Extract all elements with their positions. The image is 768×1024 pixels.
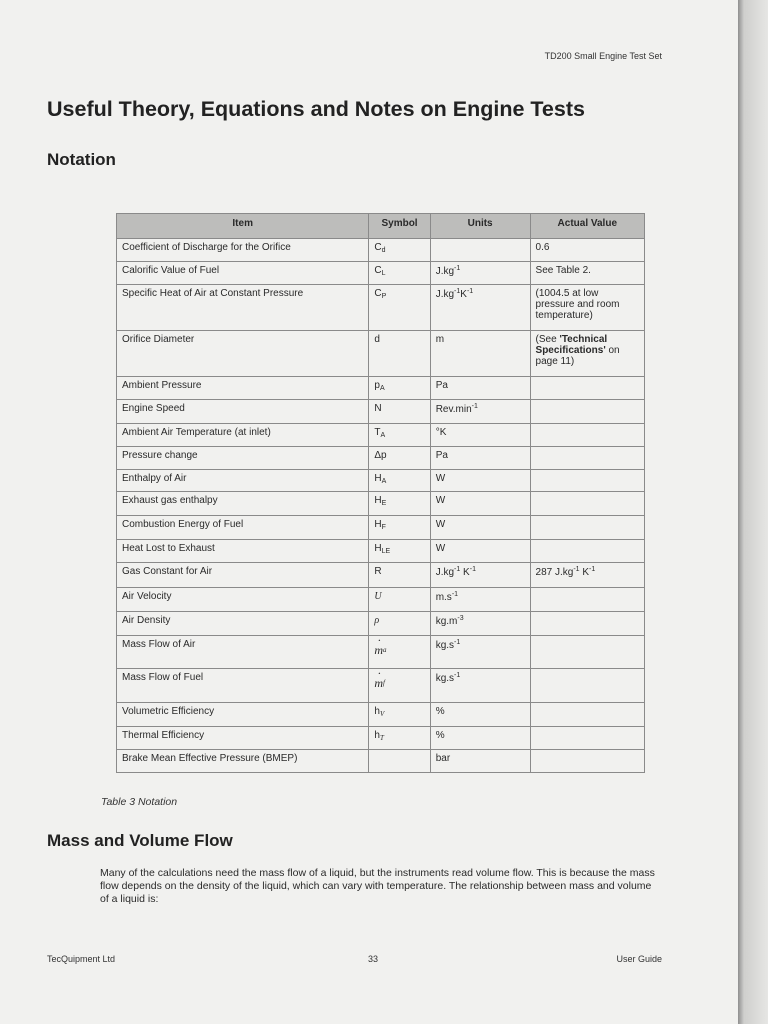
symbol-subscript: F (381, 524, 386, 531)
units-superscript-2: -1 (466, 288, 474, 295)
cell-symbol (369, 331, 430, 377)
units-text: W (435, 473, 446, 484)
cell-actual-value (530, 285, 644, 331)
cell-item (117, 331, 369, 377)
table-row (117, 750, 645, 773)
cell-symbol (369, 540, 430, 563)
cell-item (117, 447, 369, 470)
cell-actual-value (530, 636, 644, 669)
symbol-text: C (374, 242, 382, 253)
units-text: bar (435, 753, 451, 764)
item-text: Coefficient of Discharge for the Orifice (122, 242, 291, 253)
item-text: Air Velocity (122, 591, 172, 602)
cell-actual-value (530, 727, 644, 750)
section-heading-mass-volume-flow: Mass and Volume Flow (47, 831, 233, 850)
symbol-text: · m (374, 676, 383, 690)
cell-actual-value (530, 612, 644, 636)
symbol-text: C (374, 265, 382, 276)
item-text: Orifice Diameter (122, 334, 195, 345)
units-text: m (435, 334, 445, 345)
table-row (117, 239, 645, 262)
item-text: Brake Mean Effective Pressure (BMEP) (122, 753, 298, 764)
table-caption: Table 3 Notation (101, 796, 178, 808)
symbol-subscript: V (379, 710, 385, 718)
units-text-2: K (460, 289, 467, 300)
cell-item (117, 750, 369, 773)
units-text-2: K (460, 567, 470, 578)
symbol-text: H (374, 543, 382, 554)
cell-units (430, 669, 530, 703)
cell-actual-value (530, 400, 644, 424)
symbol-text: H (374, 519, 382, 530)
item-text: Pressure change (122, 450, 198, 461)
cell-item (117, 239, 369, 262)
units-superscript: -1 (454, 672, 461, 679)
page-number: 33 (368, 954, 379, 964)
item-text: Ambient Pressure (122, 380, 202, 391)
symbol-subscript: E (381, 500, 387, 507)
symbol-text: R (374, 566, 382, 577)
units-text: Pa (435, 380, 448, 391)
page-title: Useful Theory, Equations and Notes on Engine Tests (47, 97, 585, 121)
symbol-subscript: a (383, 646, 387, 654)
cell-symbol (369, 563, 430, 588)
symbol-subscript: A (379, 385, 385, 392)
cell-units (430, 727, 530, 750)
units-superscript: -1 (451, 591, 459, 598)
item-text: Combustion Energy of Fuel (122, 519, 244, 530)
units-text: W (435, 543, 446, 554)
cell-item (117, 540, 369, 563)
item-text: Ambient Air Temperature (at inlet) (122, 427, 271, 438)
symbol-text: ρ (374, 615, 380, 626)
cell-units (430, 612, 530, 636)
item-text: Specific Heat of Air at Constant Pressure (122, 288, 304, 299)
symbol-subscript: P (381, 293, 387, 300)
item-text: Exhaust gas enthalpy (122, 495, 218, 506)
cell-units (430, 750, 530, 773)
table-row (117, 612, 645, 636)
cell-units (430, 400, 530, 424)
cell-units (430, 636, 530, 669)
value-text: 287 J.kg (535, 567, 574, 578)
cell-symbol (369, 588, 430, 612)
symbol-text: H (374, 495, 382, 506)
symbol-text: p (374, 380, 380, 391)
table-row (117, 563, 645, 588)
table-header-row (117, 214, 645, 239)
cell-symbol (369, 636, 430, 669)
cell-item (117, 424, 369, 447)
units-text: m.s (435, 592, 452, 603)
cell-item (117, 516, 369, 540)
cell-actual-value (530, 470, 644, 492)
notation-table (116, 213, 645, 773)
units-superscript: -1 (454, 265, 461, 272)
cell-units (430, 239, 530, 262)
symbol-subscript: d (381, 247, 386, 254)
symbol-text: C (374, 288, 382, 299)
col-header-item: Item (117, 214, 369, 239)
table-row (117, 400, 645, 424)
symbol-subscript: A (381, 478, 387, 485)
cell-symbol (369, 447, 430, 470)
cell-symbol (369, 669, 430, 703)
cell-units (430, 492, 530, 516)
cell-item (117, 470, 369, 492)
cell-symbol (369, 400, 430, 424)
units-text: °K (435, 427, 447, 438)
section-heading-notation: Notation (47, 150, 116, 169)
symbol-text: H (374, 473, 382, 484)
symbol-subscript: LE (381, 548, 391, 555)
cell-symbol (369, 470, 430, 492)
cell-item (117, 612, 369, 636)
table-row (117, 262, 645, 285)
symbol-text: T (374, 427, 381, 438)
cell-symbol (369, 285, 430, 331)
cell-item (117, 588, 369, 612)
value-prefix: (See (535, 334, 560, 345)
value-superscript: -1 (573, 566, 580, 573)
units-superscript: -3 (457, 615, 464, 622)
cell-actual-value (530, 377, 644, 400)
item-text: Gas Constant for Air (122, 566, 213, 577)
cell-actual-value (530, 492, 644, 516)
table-row (117, 669, 645, 703)
item-text: Mass Flow of Fuel (122, 672, 204, 683)
units-text: W (435, 519, 446, 530)
units-superscript: -1 (454, 639, 461, 646)
table-row (117, 424, 645, 447)
units-superscript-2: -1 (469, 566, 476, 573)
symbol-text: h (374, 706, 380, 717)
cell-symbol (369, 239, 430, 262)
table-row (117, 588, 645, 612)
cell-units (430, 470, 530, 492)
cell-symbol (369, 516, 430, 540)
cell-units (430, 262, 530, 285)
cell-units (430, 331, 530, 377)
cell-actual-value (530, 540, 644, 563)
cell-symbol (369, 727, 430, 750)
units-text: % (435, 706, 445, 717)
cell-units (430, 540, 530, 563)
table-row (117, 331, 645, 377)
body-paragraph: Many of the calculations need the mass flow of a liquid, but the instruments read volume flow. This is because the mass flow depends on the density of the liquid, which can vary with temperature. The relationship between mass and volume of a liquid is: (100, 867, 655, 905)
table-row (117, 470, 645, 492)
symbol-text: U (374, 591, 382, 602)
doc-header: TD200 Small Engine Test Set (544, 51, 662, 61)
cell-actual-value (530, 516, 644, 540)
cell-actual-value (530, 588, 644, 612)
cell-actual-value (530, 669, 644, 703)
col-header-symbol: Symbol (369, 214, 430, 239)
value-text: 0.6 (535, 242, 550, 253)
cell-symbol (369, 492, 430, 516)
table-row (117, 516, 645, 540)
table-row (117, 636, 645, 669)
cell-item (117, 377, 369, 400)
item-text: Engine Speed (122, 403, 185, 414)
units-text: W (435, 495, 446, 506)
symbol-text: h (374, 730, 380, 741)
table-row (117, 540, 645, 563)
cell-actual-value (530, 331, 644, 377)
cell-actual-value (530, 750, 644, 773)
cell-item (117, 669, 369, 703)
units-superscript: -1 (454, 566, 461, 573)
cell-actual-value (530, 563, 644, 588)
cell-item (117, 400, 369, 424)
cell-actual-value (530, 424, 644, 447)
units-text: J.kg (435, 567, 455, 578)
cell-units (430, 377, 530, 400)
value-text: See Table 2. (535, 265, 591, 276)
cell-symbol (369, 377, 430, 400)
cell-item (117, 727, 369, 750)
table-row (117, 492, 645, 516)
cell-units (430, 588, 530, 612)
cell-symbol (369, 262, 430, 285)
page-edge (738, 0, 768, 1024)
footer-company: TecQuipment Ltd (47, 954, 116, 964)
cell-item (117, 636, 369, 669)
cell-item (117, 262, 369, 285)
col-header-units: Units (430, 214, 530, 239)
value-text: (1004.5 at low pressure and room temperature) (535, 288, 620, 321)
cell-symbol (369, 703, 430, 727)
item-text: Calorific Value of Fuel (122, 265, 220, 276)
units-text: J.kg (435, 289, 455, 300)
cell-item (117, 563, 369, 588)
value-bold: 'Technical Specifications' (535, 334, 608, 356)
cell-actual-value (530, 262, 644, 285)
units-superscript: -1 (454, 288, 461, 295)
units-text: J.kg (435, 266, 455, 277)
cell-units (430, 703, 530, 727)
symbol-subscript: A (380, 432, 386, 439)
cell-units (430, 424, 530, 447)
cell-symbol (369, 424, 430, 447)
symbol-text: Δp (374, 450, 387, 461)
item-text: Mass Flow of Air (122, 639, 196, 650)
table-row (117, 447, 645, 470)
item-text: Enthalpy of Air (122, 473, 187, 484)
cell-item (117, 703, 369, 727)
table-row (117, 285, 645, 331)
units-text: % (435, 730, 445, 741)
symbol-text: · m (374, 643, 383, 657)
cell-actual-value (530, 703, 644, 727)
cell-symbol (369, 612, 430, 636)
item-text: Heat Lost to Exhaust (122, 543, 215, 554)
item-text: Thermal Efficiency (122, 730, 205, 741)
cell-units (430, 285, 530, 331)
units-text: Rev.min (435, 404, 472, 415)
units-text: kg.s (435, 673, 455, 684)
value-suffix: on page 11) (535, 345, 620, 367)
footer-doc-type: User Guide (616, 954, 662, 964)
units-superscript: -1 (471, 403, 478, 410)
symbol-subscript: L (381, 270, 386, 277)
item-text: Volumetric Efficiency (122, 706, 215, 717)
table-row (117, 377, 645, 400)
units-text: kg.m (435, 616, 458, 627)
table-row (117, 727, 645, 750)
cell-item (117, 492, 369, 516)
item-text: Air Density (122, 615, 171, 626)
cell-item (117, 285, 369, 331)
col-header-actual-value: Actual Value (530, 214, 644, 239)
units-text: kg.s (435, 640, 455, 651)
symbol-subscript: T (379, 734, 384, 742)
cell-units (430, 516, 530, 540)
cell-symbol (369, 750, 430, 773)
units-text: Pa (435, 450, 448, 461)
cell-actual-value (530, 239, 644, 262)
cell-units (430, 447, 530, 470)
value-superscript-2: -1 (589, 566, 596, 573)
table-row (117, 703, 645, 727)
cell-actual-value (530, 447, 644, 470)
symbol-subscript: f (383, 679, 385, 687)
value-text-2: K (579, 567, 590, 578)
cell-units (430, 563, 530, 588)
symbol-text: N (374, 403, 382, 414)
symbol-text: d (374, 334, 380, 345)
